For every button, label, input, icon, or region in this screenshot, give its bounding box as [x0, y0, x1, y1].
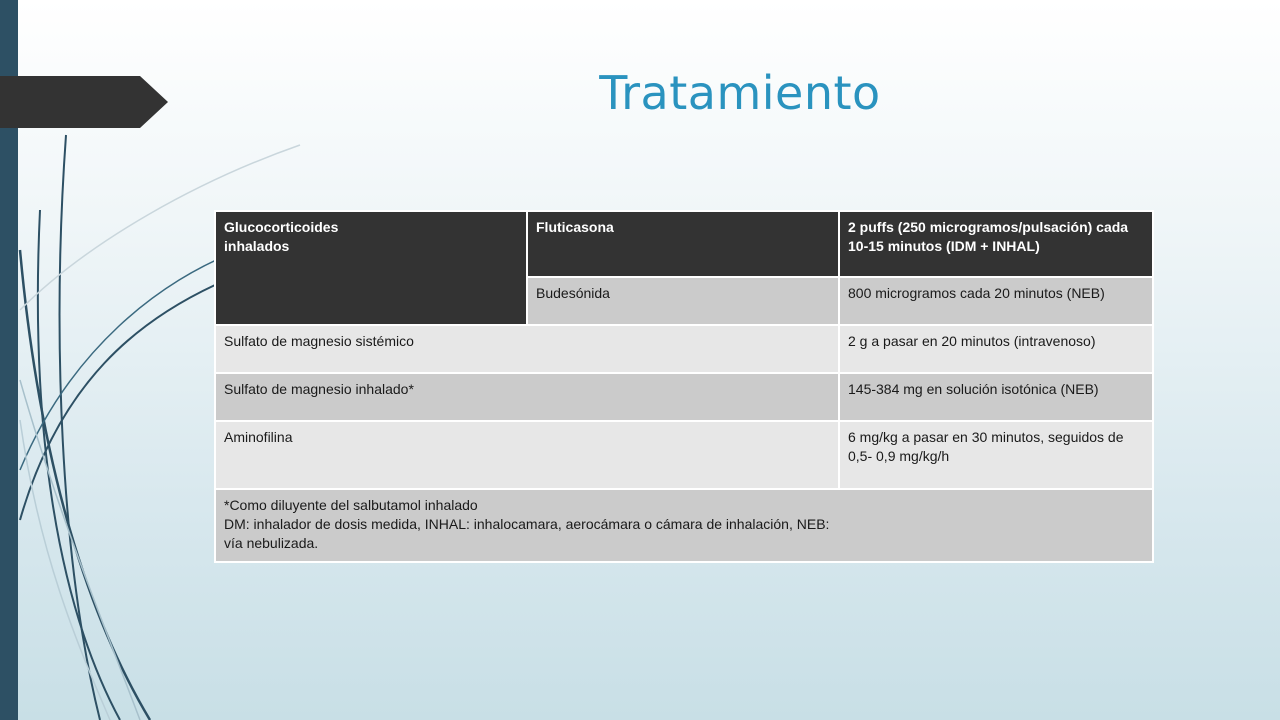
- drug-cell: Sulfato de magnesio sistémico: [215, 325, 839, 373]
- table-row: [215, 325, 1153, 373]
- dose-cell: 2 g a pasar en 20 minutos (intravenoso): [839, 325, 1153, 373]
- footnote-cell: [215, 489, 1153, 562]
- drug-cell: Aminofilina: [215, 421, 839, 489]
- table-row: [215, 421, 1153, 489]
- slide-title: Tratamiento: [599, 66, 881, 120]
- drug-cell: Budesónida: [527, 277, 839, 325]
- dose-cell: 800 microgramos cada 20 minutos (NEB): [839, 277, 1153, 325]
- table-row: [215, 211, 1153, 277]
- dose-cell: 6 mg/kg a pasar en 30 minutos, seguidos de 0,5- 0,9 mg/kg/h: [839, 421, 1153, 489]
- treatment-table: [214, 210, 1154, 563]
- table-row: [215, 373, 1153, 421]
- drug-cell: Sulfato de magnesio inhalado*: [215, 373, 839, 421]
- table-row: [215, 489, 1153, 562]
- category-cell: Glucocorticoides inhalados: [215, 211, 527, 325]
- dose-cell: 2 puffs (250 microgramos/pulsación) cada 10-15 minutos (IDM + INHAL): [839, 211, 1153, 277]
- footnote-line: DM: inhalador de dosis medida, INHAL: inhalocamara, aerocámara o cámara de inhalación, NEB:: [224, 516, 830, 532]
- title-tab-shape: [0, 76, 168, 128]
- dose-cell: 145-384 mg en solución isotónica (NEB): [839, 373, 1153, 421]
- footnote-line: *Como diluyente del salbutamol inhalado: [224, 497, 478, 513]
- drug-cell: Fluticasona: [527, 211, 839, 277]
- footnote-line: vía nebulizada.: [224, 535, 319, 551]
